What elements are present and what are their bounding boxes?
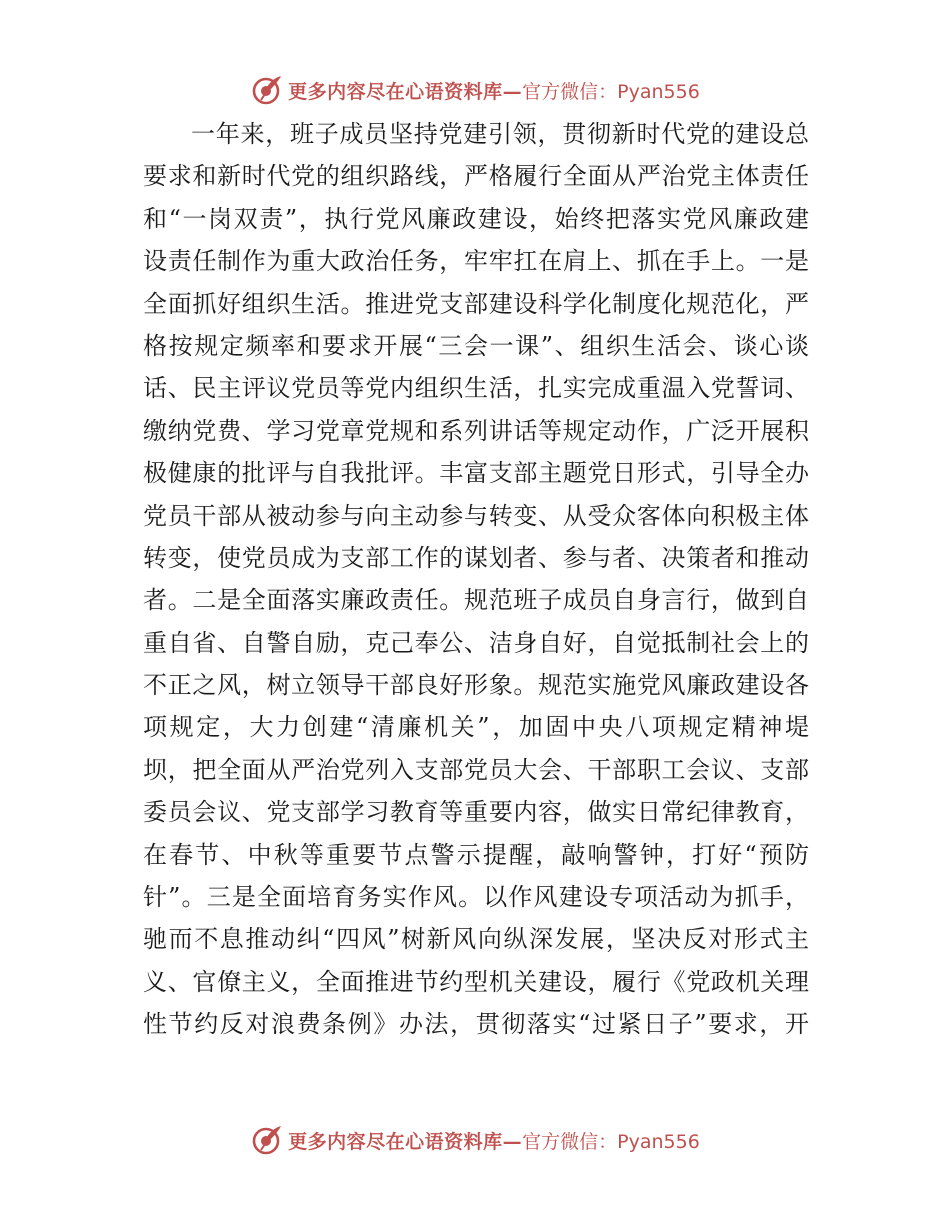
body-line: 坝，把全面从严治党列入支部党员大会、干部职工会议、支部 xyxy=(143,755,809,784)
header-wechat-contact: 官方微信：Pyan556 xyxy=(522,80,700,103)
body-line: 格按规定频率和要求开展“三会一课”、组织生活会、谈心谈 xyxy=(143,331,809,360)
body-line: 性节约反对浪费条例》办法，贯彻落实“过紧日子”要求，开 xyxy=(143,1010,809,1039)
body-line: 设责任制作为重大政治任务，牢牢扛在肩上、抓在手上。一是 xyxy=(143,247,809,276)
body-line: 党员干部从被动参与向主动参与转变、从受众客体向积极主体 xyxy=(143,501,809,530)
body-line: 在春节、中秋等重要节点警示提醒，敲响警钟，打好“预防 xyxy=(143,840,809,869)
header-banner xyxy=(0,70,950,110)
body-line: 缴纳党费、学习党章党规和系列讲话等规定动作，广泛开展积 xyxy=(143,416,809,445)
footer-banner-text: 更多内容尽在心语资料库— xyxy=(288,1130,523,1153)
feather-quill-logo-icon xyxy=(250,1123,284,1157)
feather-quill-logo-icon xyxy=(250,73,284,107)
body-line: 委员会议、党支部学习教育等重要内容，做实日常纪律教育， xyxy=(143,798,809,827)
body-line: 转变，使党员成为支部工作的谋划者、参与者、决策者和推动 xyxy=(143,543,809,572)
body-line: 一年来，班子成员坚持党建引领，贯彻新时代党的建设总 xyxy=(191,120,809,148)
body-line: 不正之风，树立领导干部良好形象。规范实施党风廉政建设各 xyxy=(143,671,809,700)
body-line: 和“一岗双责”，执行党风廉政建设，始终把落实党风廉政建 xyxy=(143,204,809,233)
body-line: 话、民主评议党员等党内组织生活，扎实完成重温入党誓词、 xyxy=(143,374,809,403)
body-line: 驰而不息推动纠“四风”树新风向纵深发展，坚决反对形式主 xyxy=(143,925,809,954)
body-line: 针”。三是全面培育务实作风。以作风建设专项活动为抓手， xyxy=(143,883,809,912)
body-line: 全面抓好组织生活。推进党支部建设科学化制度化规范化，严 xyxy=(143,289,809,318)
footer-wechat-contact: 官方微信：Pyan556 xyxy=(522,1130,700,1153)
footer-banner xyxy=(0,1120,950,1160)
body-line: 者。二是全面落实廉政责任。规范班子成员自身言行，做到自 xyxy=(143,586,809,615)
body-line: 项规定，大力创建“清廉机关”，加固中央八项规定精神堤 xyxy=(143,713,809,742)
header-banner-text: 更多内容尽在心语资料库— xyxy=(288,80,523,103)
body-line: 要求和新时代党的组织路线，严格履行全面从严治党主体责任 xyxy=(143,162,809,191)
body-line: 极健康的批评与自我批评。丰富支部主题党日形式，引导全办 xyxy=(143,459,809,488)
body-line: 重自省、自警自励，克己奉公、洁身自好，自觉抵制社会上的 xyxy=(143,628,809,657)
document-body xyxy=(143,113,809,1046)
body-line: 义、官僚主义，全面推进节约型机关建设，履行《党政机关理 xyxy=(143,967,809,996)
